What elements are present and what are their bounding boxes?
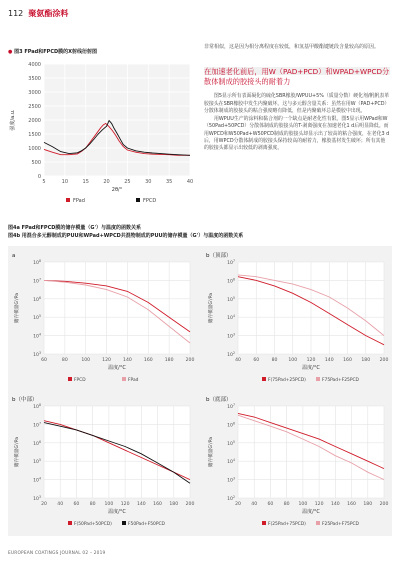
y-tick-label: 1500 — [28, 132, 41, 138]
legend-label: F(75Pad+25PCD) — [268, 378, 306, 383]
fig3-caption-text: 图3 FPad和FPCD膜的X射线衍射图 — [14, 49, 97, 55]
y-tick-label: $10^4$ — [227, 458, 235, 466]
x-tick-label: 80 — [271, 358, 278, 363]
plot-background — [44, 406, 190, 498]
y-tick-label: 500 — [31, 160, 41, 166]
fig4b-bottom-chart — [202, 392, 392, 534]
plot-background — [44, 262, 190, 354]
y-tick-label: $10^6$ — [33, 295, 41, 303]
y-tick-label: $10^5$ — [227, 439, 235, 447]
x-tick-label: 140 — [123, 358, 132, 363]
legend-swatch — [316, 521, 320, 525]
y-tick-label: $10^7$ — [227, 259, 235, 266]
legend-label: F25Pad+F75PCD — [322, 522, 359, 527]
panel-title: b（中部） — [12, 397, 38, 403]
y-tick-label: $10^3$ — [33, 351, 41, 358]
x-tick-label: 120 — [120, 502, 130, 507]
y-tick-label: 2000 — [28, 118, 41, 124]
x-tick-label: 5 — [42, 179, 46, 185]
x-tick-label: 120 — [306, 358, 316, 363]
y-axis-label: 储存模量G'/Pa — [15, 436, 20, 468]
x-tick-label: 80 — [61, 358, 68, 363]
y-tick-label: 0 — [37, 174, 41, 180]
right-column — [204, 44, 390, 154]
y-tick-label: $10^4$ — [33, 332, 41, 340]
legend-label: FPCD — [143, 198, 157, 204]
y-tick-label: $10^6$ — [227, 421, 235, 429]
x-tick-label: 160 — [343, 358, 352, 363]
y-tick-label: $10^5$ — [33, 458, 41, 466]
x-axis-label: 温度/°C — [108, 509, 126, 515]
legend-swatch — [68, 377, 72, 381]
x-tick-label: 35 — [165, 179, 173, 185]
y-tick-label: $10^5$ — [33, 314, 41, 322]
legend-swatch — [68, 521, 72, 525]
x-tick-label: 40 — [235, 358, 241, 363]
y-axis-label: 储存模量G'/Pa — [209, 436, 214, 468]
x-tick-label: 60 — [41, 358, 47, 363]
section-title: 聚氨酯涂料 — [28, 9, 69, 18]
y-tick-label: $10^7$ — [33, 277, 41, 285]
intro-text: 非常相似，这是因为相分离程度在较低，和氢基甲酸酯键链段含量较高的原因。 — [204, 44, 380, 50]
x-tick-label: 40 — [57, 502, 64, 507]
y-tick-label: $10^4$ — [33, 476, 41, 484]
x-tick-label: 200 — [379, 358, 389, 363]
legend-label: F50Pad+F50PCD — [128, 522, 165, 527]
y-tick-label: $10^5$ — [227, 295, 235, 303]
page-number: 112 — [8, 9, 24, 18]
section-heading: 在加速老化前后，用W（PAD+PCD）和WPAD+WPCD分散体制成的胶接头的耐着力 — [204, 67, 390, 87]
legend-swatch — [66, 198, 70, 202]
y-tick-label: $10^2$ — [227, 351, 235, 358]
x-tick-label: 100 — [298, 502, 308, 507]
x-tick-label: 140 — [136, 502, 146, 507]
x-tick-label: 140 — [324, 358, 334, 363]
y-tick-label: 2500 — [28, 104, 41, 110]
y-tick-label: $10^3$ — [227, 332, 235, 340]
x-tick-label: 120 — [314, 502, 324, 507]
x-tick-label: 40 — [186, 179, 194, 185]
y-tick-label: 3500 — [28, 76, 41, 82]
legend-label: F(25Pad+75PCD) — [268, 522, 306, 527]
page-header — [8, 8, 68, 19]
panel-title: b（顶部） — [206, 253, 232, 259]
x-tick-label: 20 — [41, 502, 47, 507]
fig4b-caption: 图4b 用混合多元醇制成的PUU和WPad+WPCD共混物制成的PUU的储存模量（G'）与温度的函数关系 — [8, 233, 244, 239]
fig4b-top-chart — [202, 248, 392, 390]
x-tick-label: 100 — [288, 358, 298, 363]
y-tick-label: $10^3$ — [33, 495, 41, 502]
x-axis-label: 温度/°C — [302, 365, 320, 371]
legend-label: F75Pad+F25PCD — [322, 378, 359, 383]
x-tick-label: 60 — [253, 358, 260, 363]
legend-label: F(50Pad+50PCD) — [74, 522, 112, 527]
x-tick-label: 40 — [251, 502, 258, 507]
x-tick-label: 160 — [347, 502, 356, 507]
y-tick-label: $10^7$ — [227, 403, 235, 410]
y-tick-label: $10^2$ — [227, 495, 235, 502]
legend-swatch — [136, 198, 140, 202]
x-tick-label: 200 — [185, 502, 195, 507]
x-tick-label: 160 — [153, 502, 162, 507]
x-tick-label: 140 — [330, 502, 340, 507]
fig4a-chart — [8, 248, 198, 390]
fig3-xrd-chart — [6, 56, 196, 204]
y-tick-label: 4000 — [28, 62, 41, 68]
plot-background — [238, 406, 384, 498]
x-tick-label: 80 — [283, 502, 290, 507]
panel-title: a — [12, 253, 16, 259]
x-tick-label: 30 — [145, 179, 152, 185]
paragraph-2: 用WPUU生产的涂料和黏合剂的一个缺点是耐老化性有限。图5显示用WPad和W（50Pad+50PCD）分散体制成的胶接头的T-剥离强度在加速老化1 d后明显降低。而用WPCD和W50Pad+W50PCD制成的胶接头却显示出了较高的粘合强度，在老化3 d后，用WPCD分散体制成的胶接头保持较高的耐着力，橡胶基材发生破坏；所有其他的胶接头都显示出较低的剥离强度。 — [204, 116, 390, 152]
y-axis-label: 储存模量G'/Pa — [15, 292, 20, 324]
x-tick-label: 100 — [81, 358, 91, 363]
x-tick-label: 60 — [267, 502, 274, 507]
y-tick-label: $10^8$ — [33, 259, 41, 266]
legend-label: FPad — [128, 378, 139, 383]
legend-swatch — [122, 377, 126, 381]
x-tick-label: 60 — [73, 502, 80, 507]
x-axis-label: 温度/°C — [302, 509, 320, 515]
y-tick-label: $10^3$ — [227, 476, 235, 484]
panel-title: b（底部） — [206, 397, 232, 403]
x-tick-label: 180 — [363, 502, 373, 507]
y-tick-label: $10^6$ — [227, 277, 235, 285]
legend-swatch — [262, 377, 266, 381]
legend-label: FPCD — [74, 378, 86, 383]
x-tick-label: 100 — [104, 502, 114, 507]
footer-journal: EUROPEAN COATINGS JOURNAL 02 – 2019 — [8, 551, 106, 556]
x-tick-label: 25 — [124, 179, 131, 185]
x-tick-label: 160 — [143, 358, 153, 363]
fig3-caption: ● 图3 FPad和FPCD膜的X射线衍射图 — [8, 49, 97, 55]
y-tick-label: $10^7$ — [33, 421, 41, 429]
x-tick-label: 20 — [235, 502, 241, 507]
x-tick-label: 180 — [169, 502, 179, 507]
legend-label: FPad — [73, 198, 85, 204]
y-axis-label: 储存模量G'/Pa — [209, 292, 214, 324]
legend-swatch — [122, 521, 126, 525]
y-axis-label: 强度/a.u. — [10, 109, 16, 131]
fig4a-caption: 图4a FPad和FPCD膜的储存模量（G'）与温度的函数关系 — [8, 225, 142, 231]
x-axis-label: 2θ/° — [111, 187, 123, 193]
x-tick-label: 80 — [89, 502, 96, 507]
x-tick-label: 200 — [185, 358, 195, 363]
x-axis-label: 温度/°C — [108, 365, 126, 371]
x-tick-label: 20 — [103, 179, 110, 185]
y-tick-label: 1000 — [28, 146, 41, 152]
fig4b-middle-chart — [8, 392, 198, 534]
legend-swatch — [262, 521, 266, 525]
x-tick-label: 10 — [61, 179, 69, 185]
x-tick-label: 200 — [379, 502, 389, 507]
y-tick-label: $10^8$ — [33, 403, 41, 410]
y-tick-label: $10^6$ — [33, 439, 41, 447]
x-tick-label: 15 — [82, 179, 89, 185]
legend-swatch — [316, 377, 320, 381]
x-tick-label: 180 — [361, 358, 371, 363]
y-tick-label: $10^4$ — [227, 314, 235, 322]
x-tick-label: 120 — [102, 358, 111, 363]
paragraph-1: 图5显示所有表面凝化的硫化SBR橡胶/WPUU+5%（质量分数）硬化剂/帆帆表革胶接头在SBR橡胶中发生内聚破坏。这与多元醇含量关系：虽然在用W（PAD+PCD）分散体制成的胶接头的粘合强度略有降低，但是内聚破坏总是模胶中出现。 — [204, 93, 390, 114]
x-tick-label: 180 — [164, 358, 174, 363]
y-tick-label: 3000 — [28, 90, 41, 96]
